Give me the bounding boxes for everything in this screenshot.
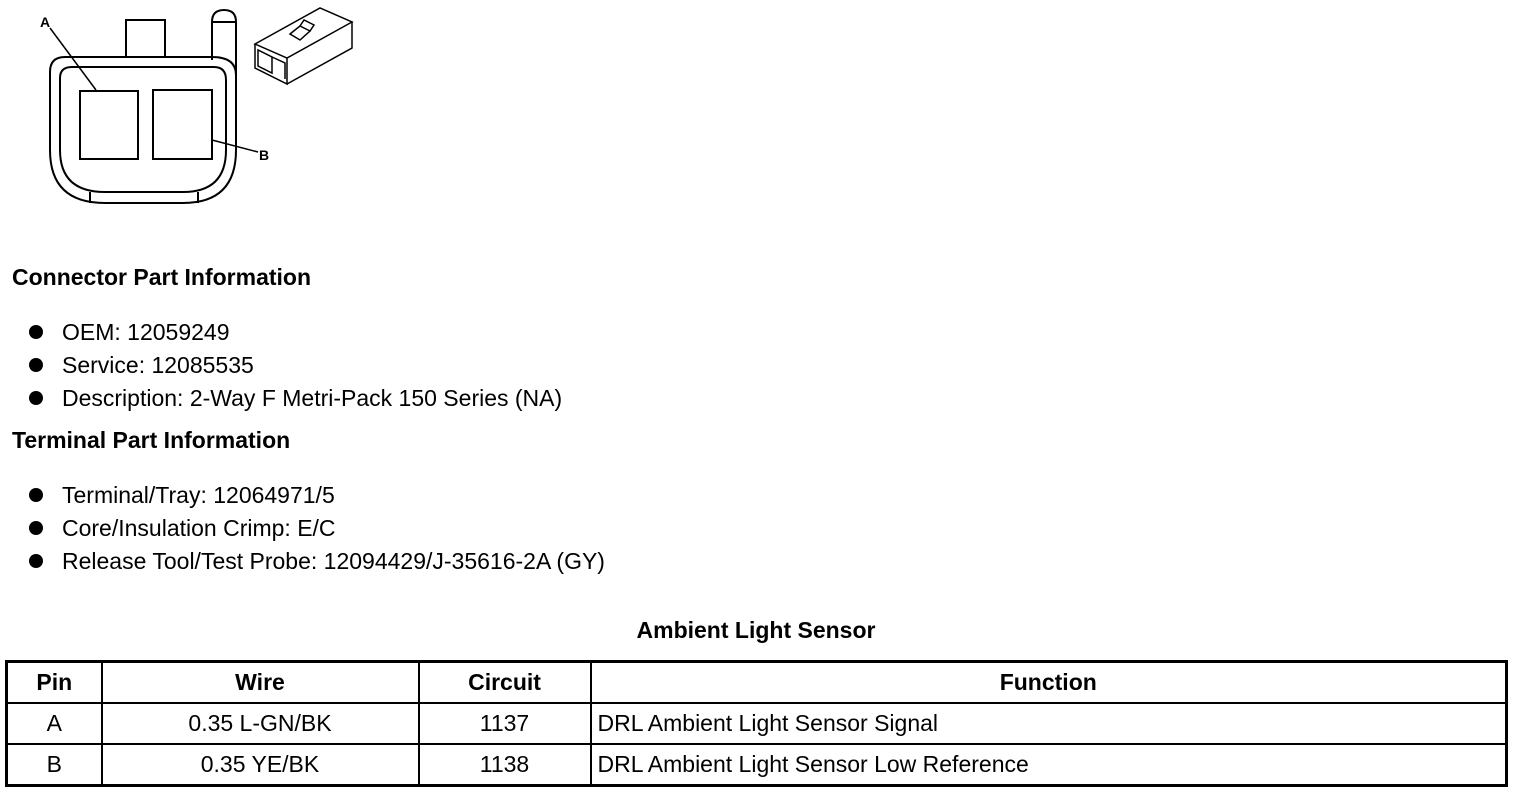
list-item-text: Core/Insulation Crimp: E/C: [62, 515, 336, 541]
bullet-icon: [29, 554, 43, 568]
cell-function: DRL Ambient Light Sensor Signal: [591, 703, 1507, 744]
cell-pin: B: [7, 744, 102, 786]
connector-part-info-heading: Connector Part Information: [12, 264, 312, 290]
column-header-function: Function: [591, 662, 1507, 704]
cell-function: DRL Ambient Light Sensor Low Reference: [591, 744, 1507, 786]
terminal-part-info-heading: Terminal Part Information: [12, 427, 291, 453]
pin-label-b: B: [259, 147, 270, 163]
cavity-b: [153, 90, 212, 159]
list-item: [28, 547, 605, 580]
cell-wire: 0.35 L-GN/BK: [102, 703, 419, 744]
list-item-text: Service: 12085535: [62, 352, 254, 378]
pin-out-table: [5, 660, 1508, 787]
connector-body-inner: [60, 67, 226, 192]
cell-circuit: 1137: [419, 703, 591, 744]
bullet-icon: [29, 391, 43, 405]
connector-body-outer: [50, 57, 236, 203]
list-item-text: Terminal/Tray: 12064971/5: [62, 482, 335, 508]
cell-circuit: 1138: [419, 744, 591, 786]
list-item-text: OEM: 12059249: [62, 319, 230, 345]
table-row: [7, 703, 1507, 744]
bullet-icon: [29, 521, 43, 535]
connector-part-info-list: [28, 318, 562, 417]
list-item: [28, 481, 605, 514]
column-header-pin: Pin: [7, 662, 102, 704]
table-header-row: [7, 662, 1507, 704]
column-header-circuit: Circuit: [419, 662, 591, 704]
pin-label-a: A: [40, 14, 51, 30]
column-header-wire: Wire: [102, 662, 419, 704]
cavity-a: [80, 91, 138, 159]
bullet-icon: [29, 325, 43, 339]
table-row: [7, 744, 1507, 786]
list-item: [28, 351, 562, 384]
bullet-icon: [29, 358, 43, 372]
list-item: [28, 384, 562, 417]
cell-wire: 0.35 YE/BK: [102, 744, 419, 786]
list-item-text: Release Tool/Test Probe: 12094429/J-35616-2A (GY): [62, 548, 605, 574]
table-title: Ambient Light Sensor: [636, 617, 876, 643]
cell-pin: A: [7, 703, 102, 744]
connector-diagram: [0, 0, 380, 215]
list-item: [28, 318, 562, 351]
connector-lock-post: [212, 10, 236, 150]
terminal-part-info-list: [28, 481, 605, 580]
list-item: [28, 514, 605, 547]
list-item-text: Description: 2-Way F Metri-Pack 150 Series (NA): [62, 385, 563, 411]
connector-isometric-view: [255, 8, 352, 84]
bullet-icon: [29, 488, 43, 502]
connector-latch-tab: [126, 20, 165, 57]
